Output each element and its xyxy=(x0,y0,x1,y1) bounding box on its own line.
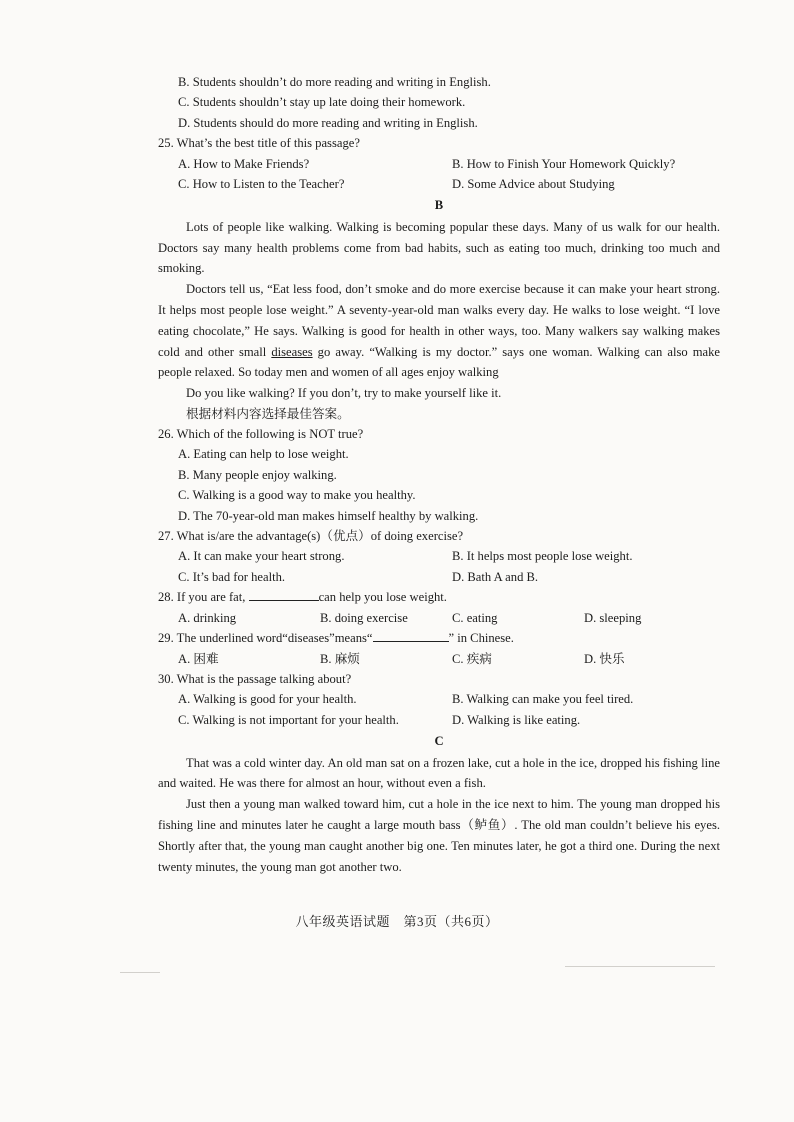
section-b-paragraph-1: Lots of people like walking. Walking is becoming popular these days. Many of us walk for our health. Doctors say many health problems come from bad habits, such as eating too much, drinking too much and smoking. xyxy=(158,219,720,276)
q29-option-b: B. 麻烦 xyxy=(320,651,360,666)
q27-options-row-2 xyxy=(158,567,720,587)
q25-options-row-1 xyxy=(158,154,720,174)
q24-option-d: D. Students should do more reading and writing in English. xyxy=(178,115,478,130)
section-c-paragraph-1: That was a cold winter day. An old man sat on a frozen lake, cut a hole in the ice, dropped his fishing line and waited. He was there for almost an hour, without even a fish. xyxy=(158,755,720,791)
q27-option-c: C. It’s bad for health. xyxy=(178,569,286,584)
underlined-word-diseases: diseases xyxy=(271,344,313,359)
exam-page-content xyxy=(158,72,720,877)
section-b-paragraph-3: Do you like walking? If you don’t, try to make yourself like it. xyxy=(186,386,502,401)
q25-option-a: A. How to Make Friends? xyxy=(178,156,310,171)
page-footer: 八年级英语试题 第3页（共6页） xyxy=(295,914,499,929)
q29-option-a: A. 困难 xyxy=(178,651,219,666)
q25-stem: 25. What’s the best title of this passage? xyxy=(158,136,360,151)
q27-options-row-1 xyxy=(158,546,720,566)
q28-option-d: D. sleeping xyxy=(584,610,642,625)
q25-option-c: C. How to Listen to the Teacher? xyxy=(178,177,345,192)
scan-artifact-line xyxy=(565,966,715,967)
q26-stem: 26. Which of the following is NOT true? xyxy=(158,427,364,442)
q30-options-row-1 xyxy=(158,689,720,709)
section-c-heading: C xyxy=(434,734,444,749)
q29-answer-blank xyxy=(373,629,449,642)
q25-option-b: B. How to Finish Your Homework Quickly? xyxy=(452,156,676,171)
q29-stem: 29. The underlined word“diseases”means“ ” in Chinese. xyxy=(158,631,514,646)
section-c-paragraph-2: Just then a young man walked toward him, cut a hole in the ice next to him. The young man dropped his fishing line and minutes later he caught a large mouth bass（鲈鱼）. The old man couldn’t believe his eyes. Shortly after that, the young man caught another big one. Ten minutes later, he got a third one. During the next twenty minutes, the young man got another two. xyxy=(158,797,720,874)
q26-option-d: D. The 70-year-old man makes himself healthy by walking. xyxy=(178,508,479,523)
q30-option-b: B. Walking can make you feel tired. xyxy=(452,692,634,707)
section-b-instruction: 根据材料内容选择最佳答案。 xyxy=(186,406,350,421)
q28-option-b: B. doing exercise xyxy=(320,610,408,625)
q24-option-c: C. Students shouldn’t stay up late doing their homework. xyxy=(178,95,466,110)
q28-option-c: C. eating xyxy=(452,610,498,625)
q27-stem: 27. What is/are the advantage(s)（优点）of doing exercise? xyxy=(158,529,464,544)
q24-option-b: B. Students shouldn’t do more reading and writing in English. xyxy=(178,75,491,89)
q26-option-a: A. Eating can help to lose weight. xyxy=(178,447,349,462)
section-b-heading: B xyxy=(434,198,444,213)
q30-option-a: A. Walking is good for your health. xyxy=(178,692,357,707)
q30-option-c: C. Walking is not important for your health. xyxy=(178,712,399,727)
q26-option-b: B. Many people enjoy walking. xyxy=(178,467,337,482)
q28-options-row xyxy=(158,608,720,628)
q30-options-row-2 xyxy=(158,710,720,730)
q28-answer-blank xyxy=(249,588,319,601)
q27-option-d: D. Bath A and B. xyxy=(452,569,539,584)
q28-option-a: A. drinking xyxy=(178,610,237,625)
q29-options-row xyxy=(158,649,720,669)
q26-option-c: C. Walking is a good way to make you healthy. xyxy=(178,488,416,503)
q29-option-d: D. 快乐 xyxy=(584,651,625,666)
q30-option-d: D. Walking is like eating. xyxy=(452,712,581,727)
q28-stem: 28. If you are fat, can help you lose weight. xyxy=(158,590,447,605)
q27-option-b: B. It helps most people lose weight. xyxy=(452,549,633,564)
section-b-paragraph-2: Doctors tell us, “Eat less food, don’t smoke and do more exercise because it can make your heart strong. It helps most people lose weight.” A seventy-year-old man walks every day. He walks to lose weight. “I love eating chocolate,” He says. Walking is good for health in other ways, too. Many walkers say walking makes cold and other small diseases go away. “Walking is my doctor.” says one woman. Walking can also make people relaxed. So today men and women of all ages enjoy walking xyxy=(158,282,720,380)
q25-options-row-2 xyxy=(158,174,720,194)
q27-option-a: A. It can make your heart strong. xyxy=(178,549,345,564)
q29-option-c: C. 疾病 xyxy=(452,651,492,666)
q30-stem: 30. What is the passage talking about? xyxy=(158,671,352,686)
q25-option-d: D. Some Advice about Studying xyxy=(452,177,615,192)
scan-artifact-line xyxy=(120,972,160,973)
